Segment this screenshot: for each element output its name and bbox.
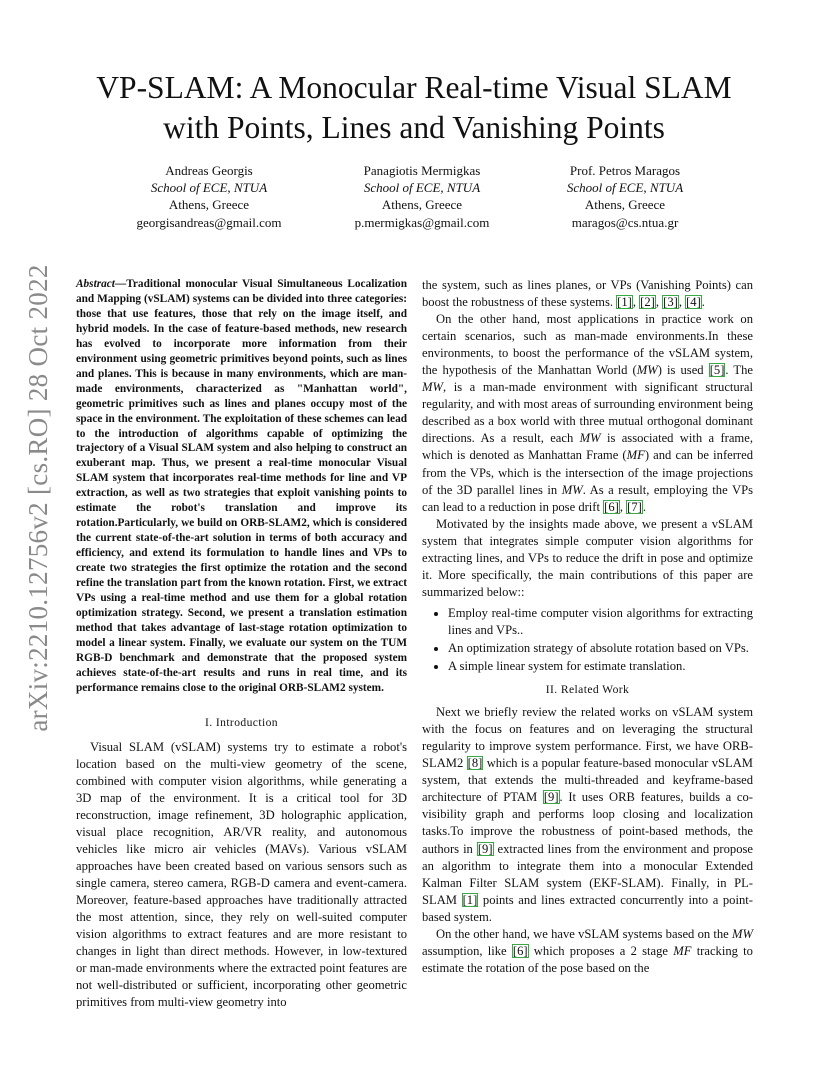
title-line-2: with Points, Lines and Vanishing Points: [163, 110, 665, 145]
citation-link[interactable]: [9]: [477, 841, 493, 856]
intro-paragraph-1-cont: the system, such as lines planes, or VPs (Vanishing Points) can boost the robustness of these systems. [1], [2], [3], [4].: [422, 278, 753, 310]
author-email[interactable]: georgisandreas@gmail.com: [136, 214, 282, 230]
section-heading-introduction: I. Introduction: [205, 715, 278, 729]
related-paragraph-1: Next we briefly review the related works on vSLAM system with the focus on features and on leveraging the structural regularity to improve system performance. First, we have ORB-SLAM2 [8] which is a popular feature-based monocular vSLAM system, that extends the multi-threaded and keyframe-based architecture of PTAM [9]. It uses ORB features, builds a co-visibility graph and performs loop closing and localization tasks.To improve the robustness of point-based methods, the authors in [9] extracted lines from the environment and propose an algorithm to integrate them into a monocular Extended Kalman Filter SLAM system (EKF-SLAM). Finally, in PL-SLAM [1] points and lines extracted concurrently into a point-based system.: [422, 705, 753, 924]
citation-link[interactable]: [8]: [467, 756, 483, 771]
intro-paragraph-3: Motivated by the insights made above, we present a vSLAM system that integrates simple computer vision algorithms for extracting lines, and VPs to reduce the drift in pose and optimize it. More specifically, the main contributions of this paper are summarized below::: [422, 516, 753, 599]
author-location: Athens, Greece: [381, 197, 463, 213]
abstract-lead: Abstract: [76, 278, 115, 290]
author-name: Panagiotis Mermigkas: [363, 163, 481, 178]
arxiv-stamp[interactable]: arXiv:2210.12756v2 [cs.RO] 28 Oct 2022: [23, 264, 53, 732]
intro-text: the system, such as lines planes, or VPs (Vanishing Points) can boost the robustness of these systems.: [422, 278, 753, 310]
citation-link[interactable]: [5]: [709, 363, 725, 378]
author-affiliation: School of ECE, NTUA: [363, 180, 481, 196]
author-3: [510, 162, 740, 231]
right-column: [422, 277, 753, 977]
abstract-text: —Traditional monocular Visual Simultaneous Localization and Mapping (vSLAM) systems can be divided into three categories: those that use features, those that rely on the image itself, and hybrid models. In the case of feature-based methods, new research has evolved to incorporate more information from their environment using geometric primitives beyond points, such as lines and planes. This is because in many environments, which are man-made environments, characterized as "Manhattan world", geometric primitives such as lines and planes occupy most of the space in the environment. The exploitation of these schemes can lead to the introduction of algorithms capable of optimizing the trajectory of a Visual SLAM system and also helping to construct an exuberant map. Thus, we present a real-time monocular Visual SLAM system that incorporates real-time methods for line and VP extraction, as well as two strategies that exploit vanishing points to estimate the robot's translation and improve its rotation.Particularly, we build on ORB-SLAM2, which is considered the current state-of-the-art solution in terms of both accuracy and efficiency, and extend its formulation to handle lines and VPs to create two strategies the first optimize the rotation and the second refine the translation part from the known rotation. First, we extract VPs using a real-time method and use them for a global rotation optimization strategy. Second, we present a translation estimation method that takes advantage of last-stage rotation optimization to model a linear system. Finally, we evaluate our system on the TUM RGB-D benchmark and demonstrate that the proposed system achieves state-of-the-art results and runs in real time, and its performance remains close to the original ORB-SLAM2 system.: [76, 278, 407, 694]
author-email[interactable]: maragos@cs.ntua.gr: [571, 214, 679, 230]
author-location: Athens, Greece: [584, 197, 666, 213]
author-affiliation: School of ECE, NTUA: [566, 180, 684, 196]
author-name: Prof. Petros Maragos: [569, 163, 681, 178]
contributions-list: [422, 605, 753, 675]
author-email[interactable]: p.mermigkas@gmail.com: [354, 214, 490, 230]
section-heading-related-work: II. Related Work: [545, 683, 630, 697]
related-paragraph-2: On the other hand, we have vSLAM systems based on the MW assumption, like [6] which proposes a 2 stage MF tracking to estimate the rotation of the pose based on the: [422, 926, 753, 975]
list-item: • A simple linear system for estimate translation.: [448, 658, 753, 675]
paper-title: [0, 68, 828, 148]
author-affiliation: School of ECE, NTUA: [150, 180, 268, 196]
author-1: [94, 162, 324, 231]
list-item: • An optimization strategy of absolute rotation based on VPs.: [448, 640, 753, 657]
citation-link[interactable]: [2]: [640, 295, 655, 310]
title-line-1: VP-SLAM: A Monocular Real-time Visual SLAM: [96, 70, 732, 105]
citation-link[interactable]: [9]: [543, 790, 559, 805]
list-item: • Employ real-time computer vision algorithms for extracting lines and VPs..: [448, 605, 753, 639]
author-location: Athens, Greece: [168, 197, 250, 213]
author-2: [307, 162, 537, 231]
citation-link[interactable]: [1]: [617, 295, 632, 310]
citation-link[interactable]: [3]: [663, 295, 678, 310]
citation-link[interactable]: [6]: [512, 943, 528, 958]
intro-paragraph-1: Visual SLAM (vSLAM) systems try to estimate a robot's location based on the multi-view geometry of the scene, combined with computer vision algorithms, while generating a 3D map of the environment. It is a critical tool for 3D reconstruction, image refinement, 3D holographic application, visual place recognition, AR/VR reality, and autonomous vehicles like micro air vehicles (MAVs). Various vSLAM approaches have been created based on various sensors such as single camera, stereo camera, RGB-D camera and event-camera. Moreover, feature-based approaches have traditionally attracted the most attention, since, they rely on well-suited computer vision algorithms to extract features and are more resistant to changes in light than direct methods. However, in low-textured or man-made environments where the extracted point features are not well-distributed or sufficient, incorporating other geometric primitives from multi-view geometry into: [76, 739, 407, 1010]
citation-link[interactable]: [7]: [627, 499, 642, 514]
citation-link[interactable]: [4]: [686, 295, 701, 310]
citation-link[interactable]: [1]: [462, 892, 478, 907]
citation-link[interactable]: [6]: [604, 499, 619, 514]
left-column: [76, 277, 407, 1011]
intro-paragraph-2: On the other hand, most applications in practice work on certain scenarios, such as man-made environments.In these environments, to boost the performance of the vSLAM system, the hypothesis of the Manhattan World (MW) is used [5]. The MW, is a man-made environment with significant structural regularity, and with most areas of surrounding environment being described as a box world with three mutual orthogonal dominant directions. As a result, each MW is associated with a frame, which is denoted as Manhattan Frame (MF) and can be inferred from the VPs, which is the intersection of the image projections of the 3D parallel lines in MW. As a result, employing the VPs can lead to a reduction in pose drift [6], [7].: [422, 312, 754, 514]
abstract: [76, 277, 407, 696]
author-name: Andreas Georgis: [165, 163, 253, 178]
